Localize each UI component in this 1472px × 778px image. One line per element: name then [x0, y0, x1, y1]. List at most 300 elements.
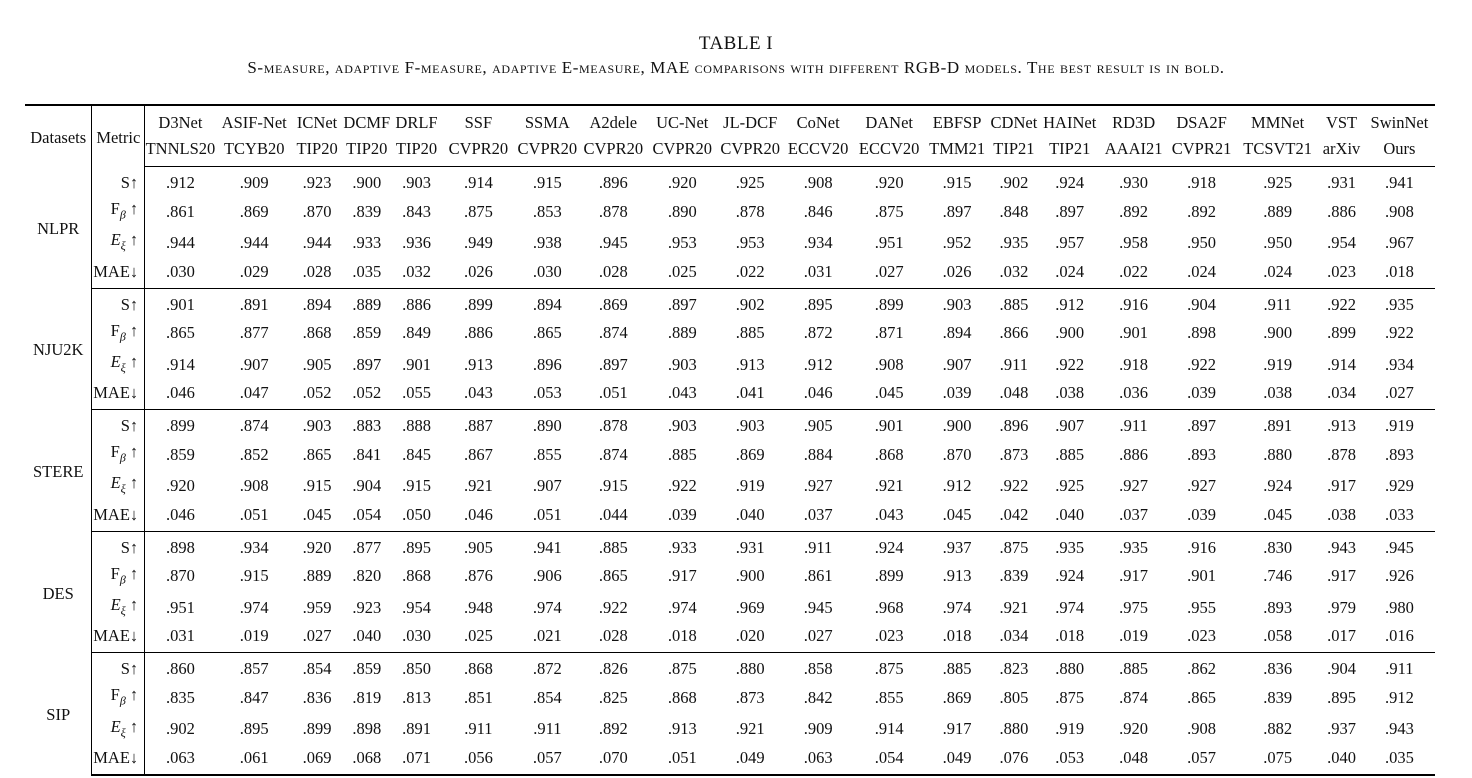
table-cell: .859: [352, 323, 382, 343]
table-cell: .909: [803, 719, 833, 739]
metric-subscript: β: [119, 693, 126, 708]
table-cell: .911: [1119, 416, 1148, 436]
model-name-header: MMNet: [1236, 105, 1319, 136]
table-row: [25, 196, 1435, 227]
table-cell: .890: [667, 201, 697, 221]
table-cell: .922: [1055, 354, 1085, 374]
metric-arrow: ↓: [129, 747, 139, 767]
table-cell: .911: [464, 719, 493, 739]
dataset-group: [25, 653, 1435, 775]
table-cell: .855: [532, 444, 562, 464]
table-cell: .885: [598, 537, 628, 557]
table-cell: .953: [735, 232, 765, 252]
table-cell: .884: [803, 444, 833, 464]
table-cell: .057: [1167, 745, 1236, 775]
table-cell: .880: [999, 719, 1029, 739]
table-cell: .894: [532, 294, 562, 314]
table-cell: .027: [784, 623, 853, 653]
table-cell: .069: [293, 745, 342, 775]
table-row: [25, 592, 1435, 623]
model-name-header: A2dele: [579, 105, 648, 136]
model-name-header: HAINet: [1039, 105, 1100, 136]
metric-symbol: S: [120, 416, 130, 436]
table-cell: .028: [579, 259, 648, 289]
table-cell: .915: [302, 476, 332, 496]
table-cell: .850: [402, 659, 431, 679]
table-cell: .868: [463, 659, 493, 679]
table-cell: .878: [598, 416, 628, 436]
table-cell: .052: [293, 380, 342, 410]
table-cell: .044: [579, 502, 648, 532]
table-cell: .948: [463, 597, 493, 617]
table-cell: .914: [463, 173, 493, 192]
metric-arrow: ↑: [125, 199, 139, 218]
table-cell: .868: [874, 444, 904, 464]
table-cell: .974: [667, 597, 697, 617]
table-cell: .907: [942, 354, 972, 374]
table-cell: .913: [667, 719, 697, 739]
table-row: [25, 502, 1435, 532]
table-cell: .897: [1187, 416, 1216, 436]
table-cell: .889: [667, 323, 697, 343]
table-cell: .030: [392, 623, 441, 653]
table-cell: .898: [1187, 323, 1216, 343]
dataset-name: NJU2K: [25, 288, 92, 410]
table-cell: .820: [352, 566, 382, 586]
table-cell: .922: [667, 476, 697, 496]
metric-label: [92, 623, 145, 653]
table-cell: .923: [352, 597, 382, 617]
table-cell: .904: [1327, 659, 1356, 679]
metric-arrow: ↑: [125, 442, 139, 462]
table-cell: .885: [667, 444, 697, 464]
table-cell: .038: [1236, 380, 1319, 410]
table-cell: .063: [784, 745, 853, 775]
model-name-header: ASIF-Net: [216, 105, 293, 136]
table-cell: .865: [1187, 688, 1216, 708]
table-cell: .875: [463, 201, 493, 221]
table-cell: .904: [1187, 294, 1216, 314]
dataset-name: SIP: [25, 653, 92, 775]
table-row: [25, 349, 1435, 380]
table-cell: .861: [803, 566, 833, 586]
table-cell: .935: [999, 232, 1029, 252]
table-cell: .931: [1327, 173, 1356, 192]
table-cell: .889: [352, 294, 382, 314]
table-cell: .020: [717, 623, 784, 653]
table-cell: .909: [239, 173, 269, 192]
table-cell: .903: [942, 294, 972, 314]
table-cell: .836: [302, 688, 332, 708]
table-cell: .908: [874, 354, 904, 374]
table-cell: .849: [402, 323, 431, 343]
table-cell: .875: [874, 659, 904, 679]
table-cell: .897: [667, 294, 697, 314]
table-cell: .071: [392, 745, 441, 775]
model-name-header: EBFSP: [926, 105, 989, 136]
table-cell: .922: [1187, 354, 1216, 374]
table-cell: .024: [1236, 259, 1319, 289]
metric-label: [92, 288, 145, 318]
model-venue-header: TIP20: [293, 136, 342, 167]
table-cell: .045: [853, 380, 926, 410]
table-cell: .937: [1327, 719, 1356, 739]
model-venue-header: TNNLS20: [145, 136, 216, 167]
dataset-group: [25, 410, 1435, 532]
table-cell: .900: [352, 173, 382, 192]
table-cell: .040: [1039, 502, 1100, 532]
table-row: [25, 167, 1435, 197]
table-cell: .893: [1263, 597, 1293, 617]
table-cell: .903: [735, 416, 765, 436]
table-cell: .929: [1384, 476, 1414, 496]
table-cell: .979: [1327, 597, 1356, 617]
metric-symbol: E: [110, 716, 121, 736]
table-cell: .941: [532, 537, 562, 557]
table-cell: .018: [1364, 259, 1435, 289]
table-cell: .869: [735, 444, 765, 464]
table-cell: .051: [516, 502, 579, 532]
table-cell: .870: [165, 566, 195, 586]
table-cell: .886: [1119, 444, 1149, 464]
table-cell: .885: [999, 294, 1029, 314]
metric-subscript: ξ: [120, 360, 126, 375]
metric-symbol: S: [120, 659, 130, 679]
table-cell: .920: [302, 537, 332, 557]
table-cell: .903: [667, 416, 697, 436]
table-cell: .899: [302, 719, 332, 739]
table-cell: .900: [1263, 323, 1293, 343]
table-cell: .915: [402, 476, 431, 496]
metric-label: [92, 439, 145, 470]
model-venue-header: CVPR20: [516, 136, 579, 167]
table-cell: .894: [942, 323, 972, 343]
table-cell: .887: [463, 416, 493, 436]
dataset-name: DES: [25, 531, 92, 653]
table-cell: .038: [1039, 380, 1100, 410]
table-cell: .876: [463, 566, 493, 586]
table-cell: .885: [735, 323, 765, 343]
table-cell: .875: [874, 201, 904, 221]
table-cell: .866: [999, 323, 1029, 343]
model-venue-header: TCYB20: [216, 136, 293, 167]
table-cell: .905: [302, 354, 332, 374]
table-cell: .927: [803, 476, 833, 496]
table-cell: .042: [989, 502, 1040, 532]
table-cell: .914: [165, 354, 195, 374]
table-cell: .039: [648, 502, 717, 532]
table-cell: .053: [516, 380, 579, 410]
table-caption-title: TABLE I: [698, 33, 774, 54]
table-row: [25, 318, 1435, 349]
table-cell: .938: [532, 232, 562, 252]
table-cell: .926: [1384, 566, 1414, 586]
model-name-header: D3Net: [145, 105, 216, 136]
model-venue-header: ECCV20: [853, 136, 926, 167]
table-cell: .933: [352, 232, 382, 252]
table-cell: .915: [239, 566, 269, 586]
table-row: [25, 410, 1435, 440]
table-cell: .925: [1055, 476, 1085, 496]
table-cell: .854: [302, 659, 332, 679]
table-cell: .040: [717, 502, 784, 532]
table-cell: .865: [532, 323, 562, 343]
table-cell: .895: [803, 294, 833, 314]
table-cell: .882: [1263, 719, 1293, 739]
table-cell: .032: [392, 259, 441, 289]
table-cell: .039: [1167, 380, 1236, 410]
table-cell: .896: [999, 416, 1029, 436]
table-cell: .912: [1055, 294, 1085, 314]
table-row: [25, 682, 1435, 713]
table-cell: .874: [1119, 688, 1149, 708]
table-cell: .912: [803, 354, 833, 374]
metric-arrow: ↓: [129, 261, 139, 281]
table-cell: .885: [1055, 444, 1085, 464]
table-cell: .953: [667, 232, 697, 252]
table-cell: .045: [926, 502, 989, 532]
table-cell: .974: [532, 597, 562, 617]
table-cell: .913: [463, 354, 493, 374]
table-cell: .878: [735, 201, 765, 221]
table-cell: .901: [165, 294, 195, 314]
metric-label: [92, 745, 145, 775]
table-row: [25, 470, 1435, 501]
table-cell: .058: [1236, 623, 1319, 653]
table-caption-subtitle: S-measure, adaptive F-measure, adaptive E-measure, MAE comparisons with different RGB-D models. The best result is in bold.: [247, 58, 1225, 77]
table-cell: .867: [463, 444, 493, 464]
metric-label: [92, 259, 145, 289]
table-cell: .913: [942, 566, 972, 586]
table-cell: .051: [579, 380, 648, 410]
table-cell: .056: [441, 745, 516, 775]
model-venue-header: CVPR20: [717, 136, 784, 167]
metric-subscript: β: [119, 450, 126, 465]
table-cell: .919: [735, 476, 765, 496]
table-cell: .975: [1119, 597, 1149, 617]
model-venue-header: arXiv: [1319, 136, 1364, 167]
table-cell: .877: [352, 537, 382, 557]
metric-symbol: MAE: [93, 747, 130, 767]
table-cell: .054: [341, 502, 392, 532]
table-cell: .935: [1384, 294, 1414, 314]
table-cell: .870: [302, 201, 332, 221]
table-cell: .037: [784, 502, 853, 532]
model-venue-header: TMM21: [926, 136, 989, 167]
table-cell: .859: [165, 444, 195, 464]
metric-header: Metric: [92, 105, 145, 167]
table-cell: .037: [1100, 502, 1167, 532]
table-row: [25, 623, 1435, 653]
table-cell: .898: [352, 719, 382, 739]
table-cell: .905: [463, 537, 493, 557]
dataset-name: NLPR: [25, 167, 92, 289]
table-cell: .046: [784, 380, 853, 410]
metric-arrow: ↑: [125, 473, 139, 493]
table-cell: .023: [1167, 623, 1236, 653]
table-cell: .933: [667, 537, 697, 557]
table-cell: .029: [216, 259, 293, 289]
table-cell: .746: [1263, 566, 1293, 586]
table-cell: .954: [402, 597, 431, 617]
table-cell: .892: [1187, 201, 1216, 221]
model-venue-header: Ours: [1364, 136, 1435, 167]
table-cell: .046: [441, 502, 516, 532]
table-cell: .891: [402, 719, 431, 739]
table-cell: .943: [1327, 537, 1356, 557]
table-cell: .049: [717, 745, 784, 775]
table-cell: .047: [216, 380, 293, 410]
model-venue-header: CVPR20: [579, 136, 648, 167]
dataset-group: [25, 288, 1435, 410]
table-cell: .070: [579, 745, 648, 775]
table-cell: .974: [239, 597, 269, 617]
table-cell: .862: [1187, 659, 1216, 679]
table-row: [25, 745, 1435, 775]
table-cell: .040: [1319, 745, 1364, 775]
table-cell: .907: [1055, 416, 1085, 436]
table-cell: .051: [648, 745, 717, 775]
table-cell: .897: [598, 354, 628, 374]
table-cell: .908: [1187, 719, 1216, 739]
table-cell: .921: [463, 476, 493, 496]
metric-arrow: ↑: [129, 294, 139, 314]
table-cell: .874: [598, 444, 628, 464]
table-cell: .839: [999, 566, 1029, 586]
dataset-name: STERE: [25, 410, 92, 532]
table-cell: .922: [999, 476, 1029, 496]
metric-label: [92, 227, 145, 258]
table-cell: .888: [402, 416, 431, 436]
dataset-group: [25, 167, 1435, 289]
table-cell: .865: [302, 444, 332, 464]
table-cell: .941: [1384, 173, 1414, 192]
table-cell: .924: [874, 537, 904, 557]
metric-label: [92, 380, 145, 410]
table-cell: .924: [1055, 173, 1085, 192]
table-cell: .875: [999, 537, 1029, 557]
table-cell: .925: [735, 173, 765, 192]
table-cell: .934: [1384, 354, 1414, 374]
table-cell: .878: [598, 201, 628, 221]
table-cell: .046: [145, 502, 216, 532]
table-cell: .830: [1263, 537, 1293, 557]
table-cell: .826: [598, 659, 628, 679]
table-cell: .934: [239, 537, 269, 557]
table-cell: .905: [803, 416, 833, 436]
table-cell: .922: [1327, 294, 1356, 314]
table-cell: .911: [1263, 294, 1292, 314]
table-cell: .900: [1055, 323, 1085, 343]
model-name-header: UC-Net: [648, 105, 717, 136]
table-cell: .845: [402, 444, 431, 464]
metric-arrow: ↑: [125, 320, 139, 340]
table-row: [25, 439, 1435, 470]
table-cell: .854: [532, 688, 562, 708]
table-cell: .901: [1119, 323, 1149, 343]
table-cell: .027: [853, 259, 926, 289]
table-cell: .054: [853, 745, 926, 775]
table-cell: .021: [516, 623, 579, 653]
table-cell: .958: [1119, 232, 1149, 252]
table-cell: .917: [1327, 566, 1356, 586]
model-name-header: ICNet: [293, 105, 342, 136]
table-cell: .033: [1364, 502, 1435, 532]
metric-arrow: ↓: [129, 504, 139, 524]
table-cell: .894: [302, 294, 332, 314]
table-cell: .038: [1319, 502, 1364, 532]
table-cell: .886: [1327, 201, 1356, 221]
table-row: [25, 531, 1435, 561]
model-venue-header: TCSVT21: [1236, 136, 1319, 167]
table-cell: .934: [803, 232, 833, 252]
table-cell: .968: [874, 597, 904, 617]
header-row-venues: [25, 136, 1435, 167]
table-cell: .052: [341, 380, 392, 410]
table-cell: .043: [853, 502, 926, 532]
table-cell: .951: [874, 232, 904, 252]
table-cell: .898: [165, 537, 195, 557]
table-cell: .858: [803, 659, 833, 679]
table-cell: .896: [532, 354, 562, 374]
metric-arrow: ↑: [125, 351, 139, 371]
table-cell: .857: [239, 659, 269, 679]
table-cell: .846: [803, 201, 833, 221]
table-cell: .868: [667, 688, 697, 708]
table-cell: .027: [1364, 380, 1435, 410]
table-cell: .032: [989, 259, 1040, 289]
table-cell: .061: [216, 745, 293, 775]
header-row-models: [25, 105, 1435, 136]
table-cell: .889: [302, 566, 332, 586]
table-cell: .917: [1327, 476, 1356, 496]
table-cell: .051: [216, 502, 293, 532]
table-cell: .913: [1327, 416, 1356, 436]
table-cell: .018: [926, 623, 989, 653]
model-name-header: SSF: [441, 105, 516, 136]
table-cell: .920: [1119, 719, 1149, 739]
table-cell: .937: [942, 537, 972, 557]
model-name-header: DRLF: [392, 105, 441, 136]
table-cell: .945: [803, 597, 833, 617]
metric-subscript: β: [119, 207, 126, 222]
model-venue-header: TIP21: [1039, 136, 1100, 167]
table-cell: .869: [942, 688, 972, 708]
table-cell: .026: [926, 259, 989, 289]
table-cell: .865: [598, 566, 628, 586]
table-cell: .896: [598, 173, 628, 192]
table-cell: .899: [463, 294, 493, 314]
table-cell: .974: [942, 597, 972, 617]
model-venue-header: AAAI21: [1100, 136, 1167, 167]
table-cell: .914: [1327, 354, 1356, 374]
table-cell: .952: [942, 232, 972, 252]
table-cell: .025: [648, 259, 717, 289]
table-cell: .019: [1100, 623, 1167, 653]
table-cell: .870: [942, 444, 972, 464]
metric-symbol: F: [110, 685, 120, 705]
table-cell: .943: [1384, 719, 1414, 739]
metric-arrow: ↑: [125, 595, 139, 615]
table-cell: .024: [1039, 259, 1100, 289]
table-cell: .927: [1119, 476, 1149, 496]
table-cell: .949: [463, 232, 493, 252]
table-cell: .903: [667, 354, 697, 374]
table-cell: .873: [735, 688, 765, 708]
metric-symbol: F: [110, 320, 120, 340]
table-cell: .917: [1119, 566, 1149, 586]
table-cell: .915: [942, 173, 972, 192]
